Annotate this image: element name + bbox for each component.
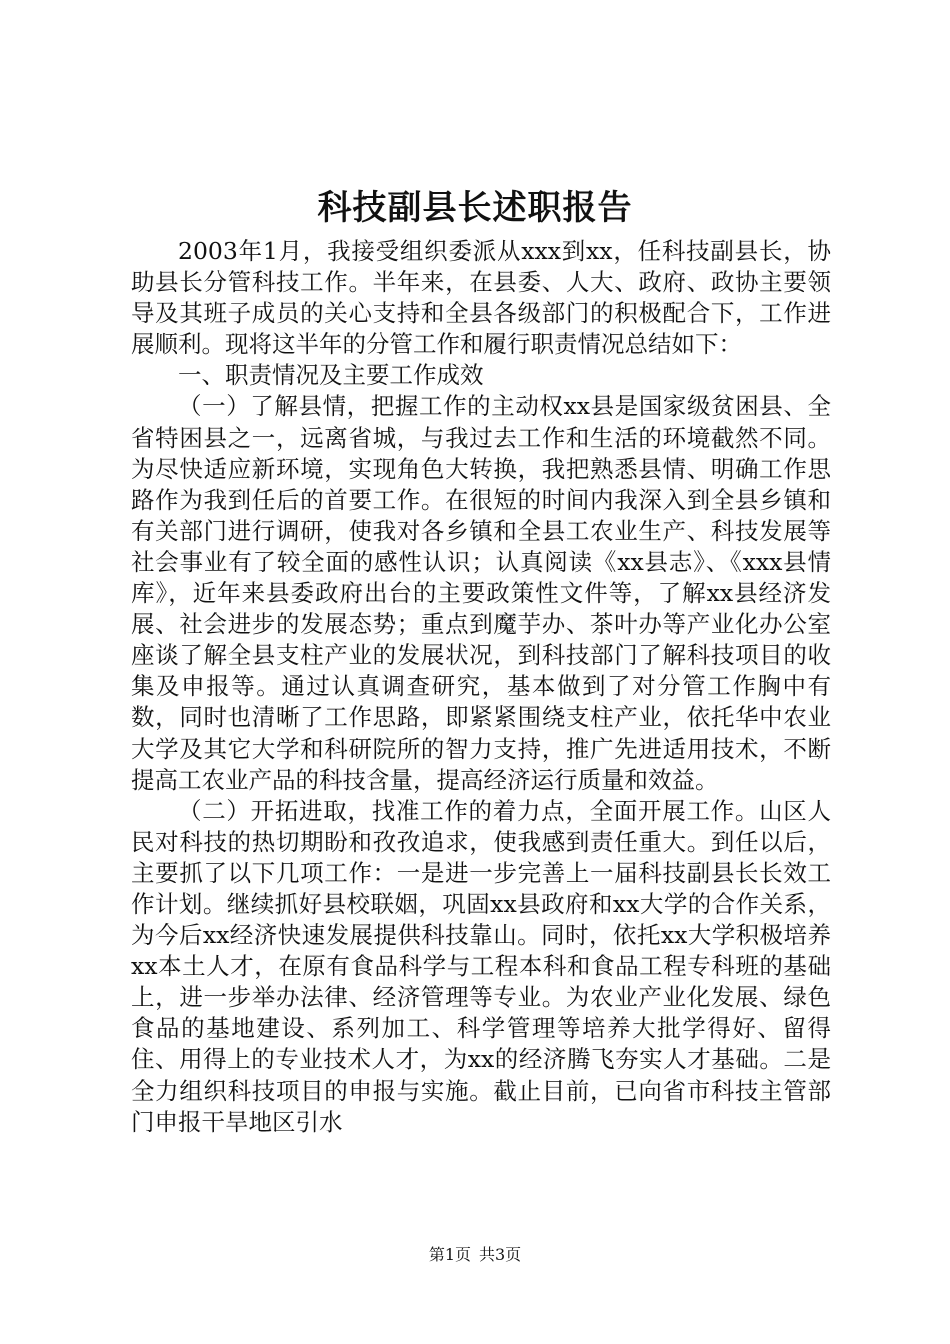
document-body: [131, 236, 831, 1138]
document-title: 科技副县长述职报告: [317, 188, 633, 228]
paragraph-intro: 2003年1月，我接受组织委派从xxx到xx，任科技副县长，协助县长分管科技工作。半年来，在县委、人大、政府、政协主要领导及其班子成员的关心支持和全县各级部门的积极配合下，工作进展顺利。现将这半年的分管工作和履行职责情况总结如下：: [131, 237, 831, 359]
page-footer: [0, 1244, 950, 1266]
page-total: 共3页: [479, 1245, 522, 1264]
page-number: 第1页: [428, 1245, 471, 1264]
section-heading: 一、职责情况及主要工作成效: [178, 361, 484, 390]
paragraph-part-one: （一）了解县情，把握工作的主动权xx县是国家级贫困县、全省特困县之一，远离省城，与我过去工作和生活的环境截然不同。为尽快适应新环境，实现角色大转换，我把熟悉县情、明确工作思路作为我到任后的首要工作。在很短的时间内我深入到全县乡镇和有关部门进行调研，使我对各乡镇和全县工农业生产、科技发展等社会事业有了较全面的感性认识；认真阅读《xx县志》、《xxx县情库》，近年来县委政府出台的主要政策性文件等，了解xx县经济发展、社会进步的发展态势；重点到魔芋办、茶叶办等产业化办公室座谈了解全县支柱产业的发展状况，到科技部门了解科技项目的收集及申报等。通过认真调查研究，基本做到了对分管工作胸中有数，同时也清晰了工作思路，即紧紧围绕支柱产业，依托华中农业大学及其它大学和科研院所的智力支持，推广先进适用技术，不断提高工农业产品的科技含量，提高经济运行质量和效益。: [131, 392, 831, 794]
paragraph-part-two: （二）开拓进取，找准工作的着力点，全面开展工作。山区人民对科技的热切期盼和孜孜追求，使我感到责任重大。到任以后，主要抓了以下几项工作：一是进一步完善上一届科技副县长长效工作计划。继续抓好县校联姻，巩固xx县政府和xx大学的合作关系，为今后xx经济快速发展提供科技靠山。同时，依托xx大学积极培养xx本土人才，在原有食品科学与工程本科和食品工程专科班的基础上，进一步举办法律、经济管理等专业。为农业产业化发展、绿色食品的基地建设、系列加工、科学管理等培养大批学得好、留得住、用得上的专业技术人才，为xx的经济腾飞夯实人才基础。二是全力组织科技项目的申报与实施。截止目前，已向省市科技主管部门申报干旱地区引水: [131, 796, 831, 1136]
